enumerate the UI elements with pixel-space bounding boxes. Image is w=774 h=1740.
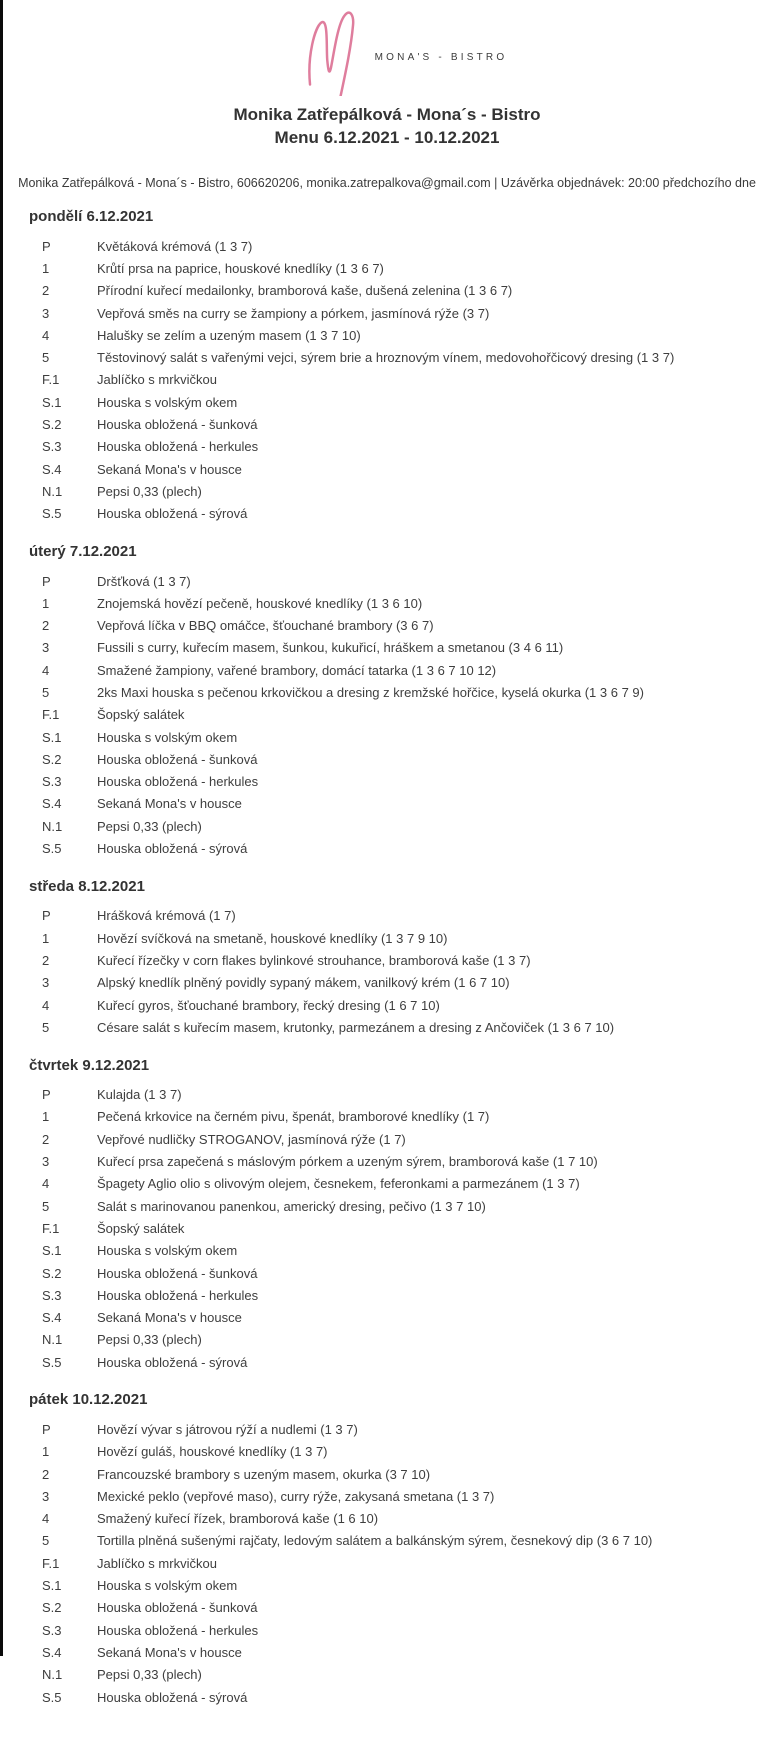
item-text: Houska s volským okem — [97, 394, 238, 410]
menu-row — [0, 614, 774, 636]
item-text: Houska s volským okem — [97, 729, 238, 745]
item-text: Pepsi 0,33 (plech) — [97, 818, 202, 834]
item-code: 1 — [42, 930, 50, 946]
menu-row — [0, 235, 774, 257]
item-text: Vepřová líčka v BBQ omáčce, šťouchané brambory (3 6 7) — [97, 618, 434, 634]
menu-row — [0, 1351, 774, 1373]
item-text: Šopský salátek — [97, 1220, 185, 1236]
item-code: 5 — [42, 350, 50, 366]
item-text: 2ks Maxi houska s pečenou krkovičkou a dresing z kremžské hořčice, kyselá okurka (1 3 6 7 9) — [97, 684, 644, 700]
item-code: S.3 — [42, 1622, 62, 1638]
item-code: F.1 — [42, 707, 60, 723]
item-text: Tortilla plněná sušenými rajčaty, ledovým salátem a balkánským sýrem, česnekový dip (3 6 7 10) — [97, 1533, 653, 1549]
item-text: Houska obložená - sýrová — [97, 1354, 248, 1370]
item-code: 4 — [42, 997, 50, 1013]
logo — [0, 0, 774, 98]
item-text: Fussili s curry, kuřecím masem, šunkou, kukuřicí, hráškem a smetanou (3 4 6 11) — [97, 640, 564, 656]
handwritten-m-icon — [303, 10, 361, 101]
item-code: 3 — [42, 975, 50, 991]
item-code: F.1 — [42, 372, 60, 388]
item-text: Pečená krkovice na černém pivu, špenát, bramborové knedlíky (1 7) — [97, 1109, 490, 1125]
item-code: S.1 — [42, 729, 62, 745]
day-title: pondělí 6.12.2021 — [29, 208, 154, 225]
item-code: 1 — [42, 595, 50, 611]
item-text: Krůtí prsa na paprice, houskové knedlíky (1 3 6 7) — [97, 260, 384, 276]
day-section — [0, 208, 774, 525]
item-text: Houska obložená - sýrová — [97, 1689, 248, 1705]
item-code: 4 — [42, 662, 50, 678]
menu-row — [0, 391, 774, 413]
item-text: Smažený kuřecí řízek, bramborová kaše (1 6 10) — [97, 1511, 379, 1527]
item-code: 3 — [42, 1488, 50, 1504]
logo-text: MONA'S - BISTRO — [374, 51, 508, 63]
item-text: Sekaná Mona's v housce — [97, 796, 242, 812]
item-text: Sekaná Mona's v housce — [97, 1310, 242, 1326]
menu-row — [0, 257, 774, 279]
menu-row — [0, 1597, 774, 1619]
item-text: Vepřová směs na curry se žampiony a pórkem, jasmínová rýže (3 7) — [97, 305, 490, 321]
menu-row — [0, 1574, 774, 1596]
menu-row — [0, 480, 774, 502]
menu-row — [0, 592, 774, 614]
weekly-menu — [0, 208, 774, 1728]
day-rows — [0, 570, 774, 860]
item-code: S.4 — [42, 1644, 62, 1660]
item-code: S.3 — [42, 1287, 62, 1303]
menu-row — [0, 1240, 774, 1262]
item-text: Houska s volským okem — [97, 1578, 238, 1594]
menu-row — [0, 280, 774, 302]
item-text: Hovězí guláš, houskové knedlíky (1 3 7) — [97, 1444, 328, 1460]
menu-row — [0, 1128, 774, 1150]
item-text: Alpský knedlík plněný povidly sypaný mákem, vanilkový krém (1 6 7 10) — [97, 975, 510, 991]
item-code: S.4 — [42, 796, 62, 812]
menu-row — [0, 1217, 774, 1239]
item-code: P — [42, 573, 51, 589]
item-text: Kuřecí řízečky v corn flakes bylinkové strouhance, bramborová kaše (1 3 7) — [97, 952, 531, 968]
menu-row — [0, 1084, 774, 1106]
item-code: 5 — [42, 1533, 50, 1549]
item-code: 3 — [42, 305, 50, 321]
item-text: Mexické peklo (vepřové maso), curry rýže, zakysaná smetana (1 3 7) — [97, 1488, 495, 1504]
menu-row — [0, 1441, 774, 1463]
item-text: Pepsi 0,33 (plech) — [97, 1667, 202, 1683]
item-code: S.4 — [42, 461, 62, 477]
day-title: pátek 10.12.2021 — [29, 1391, 148, 1409]
item-text: Jablíčko s mrkvičkou — [97, 372, 217, 388]
menu-row — [0, 1552, 774, 1574]
item-code: S.3 — [42, 774, 62, 790]
item-text: Těstovinový salát s vařenými vejci, sýrem brie a hroznovým vínem, medovohořčicový dresing (1 3 7) — [97, 350, 675, 366]
item-code: S.1 — [42, 1578, 62, 1594]
menu-row — [0, 413, 774, 435]
menu-row — [0, 726, 774, 748]
menu-row — [0, 681, 774, 703]
item-code: 4 — [42, 1511, 50, 1527]
item-code: 3 — [42, 640, 50, 656]
item-text: Kulajda (1 3 7) — [97, 1087, 182, 1103]
item-text: Pepsi 0,33 (plech) — [97, 1332, 202, 1348]
menu-row — [0, 793, 774, 815]
item-text: Smažené žampiony, vařené brambory, domácí tatarka (1 3 6 7 10 12) — [97, 662, 497, 678]
menu-row — [0, 1463, 774, 1485]
item-text: Sekaná Mona's v housce — [97, 1644, 242, 1660]
item-code: S.5 — [42, 1354, 62, 1370]
item-code: 5 — [42, 1198, 50, 1214]
item-code: 2 — [42, 283, 50, 299]
item-code: S.4 — [42, 1310, 62, 1326]
item-text: Jablíčko s mrkvičkou — [97, 1555, 217, 1571]
menu-row — [0, 1016, 774, 1038]
menu-row — [0, 302, 774, 324]
menu-row — [0, 704, 774, 726]
item-text: Houska obložená - šunková — [97, 751, 258, 767]
menu-row — [0, 637, 774, 659]
day-section — [0, 1391, 774, 1708]
item-code: S.5 — [42, 1689, 62, 1705]
item-text: Hovězí vývar s játrovou rýží a nudlemi (1 3 7) — [97, 1422, 358, 1437]
menu-row — [0, 1106, 774, 1128]
menu-row — [0, 1530, 774, 1552]
item-code: S.3 — [42, 439, 62, 455]
item-text: Houska obložená - sýrová — [97, 841, 248, 857]
page-title: Monika Zatřepálková - Mona´s - Bistro — [233, 105, 541, 124]
day-section — [0, 878, 774, 1039]
item-text: Houska obložená - šunková — [97, 417, 258, 433]
item-text: Špagety Aglio olio s olivovým olejem, česnekem, feferonkami a parmezánem (1 3 7) — [97, 1176, 580, 1192]
menu-row — [0, 458, 774, 480]
item-code: 3 — [42, 1154, 50, 1170]
item-code: P — [42, 1087, 51, 1103]
day-rows — [0, 235, 774, 525]
day-rows — [0, 1084, 774, 1374]
item-text: Květáková krémová (1 3 7) — [97, 238, 253, 254]
item-code: S.1 — [42, 1243, 62, 1259]
menu-row — [0, 994, 774, 1016]
menu-row — [0, 659, 774, 681]
menu-row — [0, 346, 774, 368]
menu-row — [0, 1508, 774, 1530]
menu-row — [0, 1284, 774, 1306]
item-text: Kuřecí gyros, šťouchané brambory, řecký dresing (1 6 7 10) — [97, 997, 440, 1013]
item-text: Hovězí svíčková na smetaně, houskové knedlíky (1 3 7 9 10) — [97, 930, 448, 946]
menu-row — [0, 1150, 774, 1172]
item-code: P — [42, 908, 51, 924]
item-text: Houska obložená - herkules — [97, 1287, 259, 1303]
item-text: Houska obložená - herkules — [97, 774, 259, 790]
menu-subtitle: Menu 6.12.2021 - 10.12.2021 — [274, 128, 500, 147]
day-rows — [0, 1418, 774, 1708]
menu-row — [0, 905, 774, 927]
item-code: S.5 — [42, 841, 62, 857]
menu-row — [0, 748, 774, 770]
menu-row — [0, 1664, 774, 1686]
day-title: středa 8.12.2021 — [29, 877, 145, 895]
item-code: N.1 — [42, 818, 63, 834]
window-left-edge — [0, 0, 3, 1656]
item-text: Vepřové nudličky STROGANOV, jasmínová rýže (1 7) — [97, 1131, 406, 1147]
menu-row — [0, 1485, 774, 1507]
day-title: čtvrtek 9.12.2021 — [29, 1056, 150, 1074]
menu-row — [0, 771, 774, 793]
menu-row — [0, 1641, 774, 1663]
item-text: Césare salát s kuřecím masem, krutonky, parmezánem a dresing z Ančoviček (1 3 6 7 10) — [97, 1019, 615, 1035]
item-code: S.5 — [42, 506, 62, 522]
menu-row — [0, 815, 774, 837]
day-section — [0, 1057, 774, 1374]
item-code: S.2 — [42, 1265, 62, 1281]
menu-row — [0, 1306, 774, 1328]
item-text: Houska obložená - sýrová — [97, 506, 248, 522]
item-code: S.2 — [42, 417, 62, 433]
menu-row — [0, 1262, 774, 1284]
menu-row — [0, 1619, 774, 1641]
item-text: Kuřecí prsa zapečená s máslovým pórkem a uzeným sýrem, bramborová kaše (1 7 10) — [97, 1154, 598, 1170]
item-code: N.1 — [42, 483, 63, 499]
day-section — [0, 543, 774, 860]
item-code: 2 — [42, 1466, 50, 1482]
item-text: Houska obložená - herkules — [97, 439, 259, 455]
item-text: Houska obložená - šunková — [97, 1600, 258, 1616]
item-code: S.2 — [42, 751, 62, 767]
menu-row — [0, 1418, 774, 1440]
item-code: S.1 — [42, 394, 62, 410]
day-title: úterý 7.12.2021 — [29, 542, 137, 560]
item-code: 2 — [42, 618, 50, 634]
item-text: Dršťková (1 3 7) — [97, 573, 191, 589]
item-text: Houska obložená - šunková — [97, 1265, 258, 1281]
item-text: Znojemská hovězí pečeně, houskové knedlíky (1 3 6 10) — [97, 595, 423, 611]
item-code: 5 — [42, 1019, 50, 1035]
menu-row — [0, 570, 774, 592]
item-code: N.1 — [42, 1332, 63, 1348]
item-code: 1 — [42, 1444, 50, 1460]
item-text: Francouzské brambory s uzeným masem, okurka (3 7 10) — [97, 1466, 431, 1482]
item-text: Halušky se zelím a uzeným masem (1 3 7 10) — [97, 327, 361, 343]
menu-row — [0, 369, 774, 391]
item-code: F.1 — [42, 1220, 60, 1236]
item-code: S.2 — [42, 1600, 62, 1616]
item-code: 4 — [42, 1176, 50, 1192]
item-code: F.1 — [42, 1555, 60, 1571]
menu-row — [0, 1173, 774, 1195]
menu-row — [0, 503, 774, 525]
contact-line: Monika Zatřepálková - Mona´s - Bistro, 606620206, monika.zatrepalkova@gmail.com | Uzávěrka objednávek: 20:00 předchozího dne — [18, 176, 756, 190]
item-code: 2 — [42, 952, 50, 968]
item-text: Pepsi 0,33 (plech) — [97, 483, 202, 499]
item-code: 5 — [42, 684, 50, 700]
menu-row — [0, 949, 774, 971]
menu-row — [0, 1329, 774, 1351]
item-code: 4 — [42, 327, 50, 343]
menu-row — [0, 972, 774, 994]
item-code: 1 — [42, 260, 50, 276]
menu-row — [0, 436, 774, 458]
menu-row — [0, 1686, 774, 1708]
item-text: Salát s marinovanou panenkou, americký dresing, pečivo (1 3 7 10) — [97, 1198, 486, 1214]
item-code: 1 — [42, 1109, 50, 1125]
menu-row — [0, 324, 774, 346]
item-text: Hrášková krémová (1 7) — [97, 908, 236, 924]
item-text: Přírodní kuřecí medailonky, bramborová kaše, dušená zelenina (1 3 6 7) — [97, 283, 513, 299]
menu-row — [0, 927, 774, 949]
item-code: N.1 — [42, 1667, 63, 1683]
item-code: P — [42, 1422, 51, 1437]
item-text: Sekaná Mona's v housce — [97, 461, 242, 477]
item-code: P — [42, 238, 51, 254]
item-text: Houska s volským okem — [97, 1243, 238, 1259]
menu-row — [0, 837, 774, 859]
item-text: Houska obložená - herkules — [97, 1622, 259, 1638]
item-code: 2 — [42, 1131, 50, 1147]
day-rows — [0, 905, 774, 1039]
menu-row — [0, 1195, 774, 1217]
item-text: Šopský salátek — [97, 707, 185, 723]
